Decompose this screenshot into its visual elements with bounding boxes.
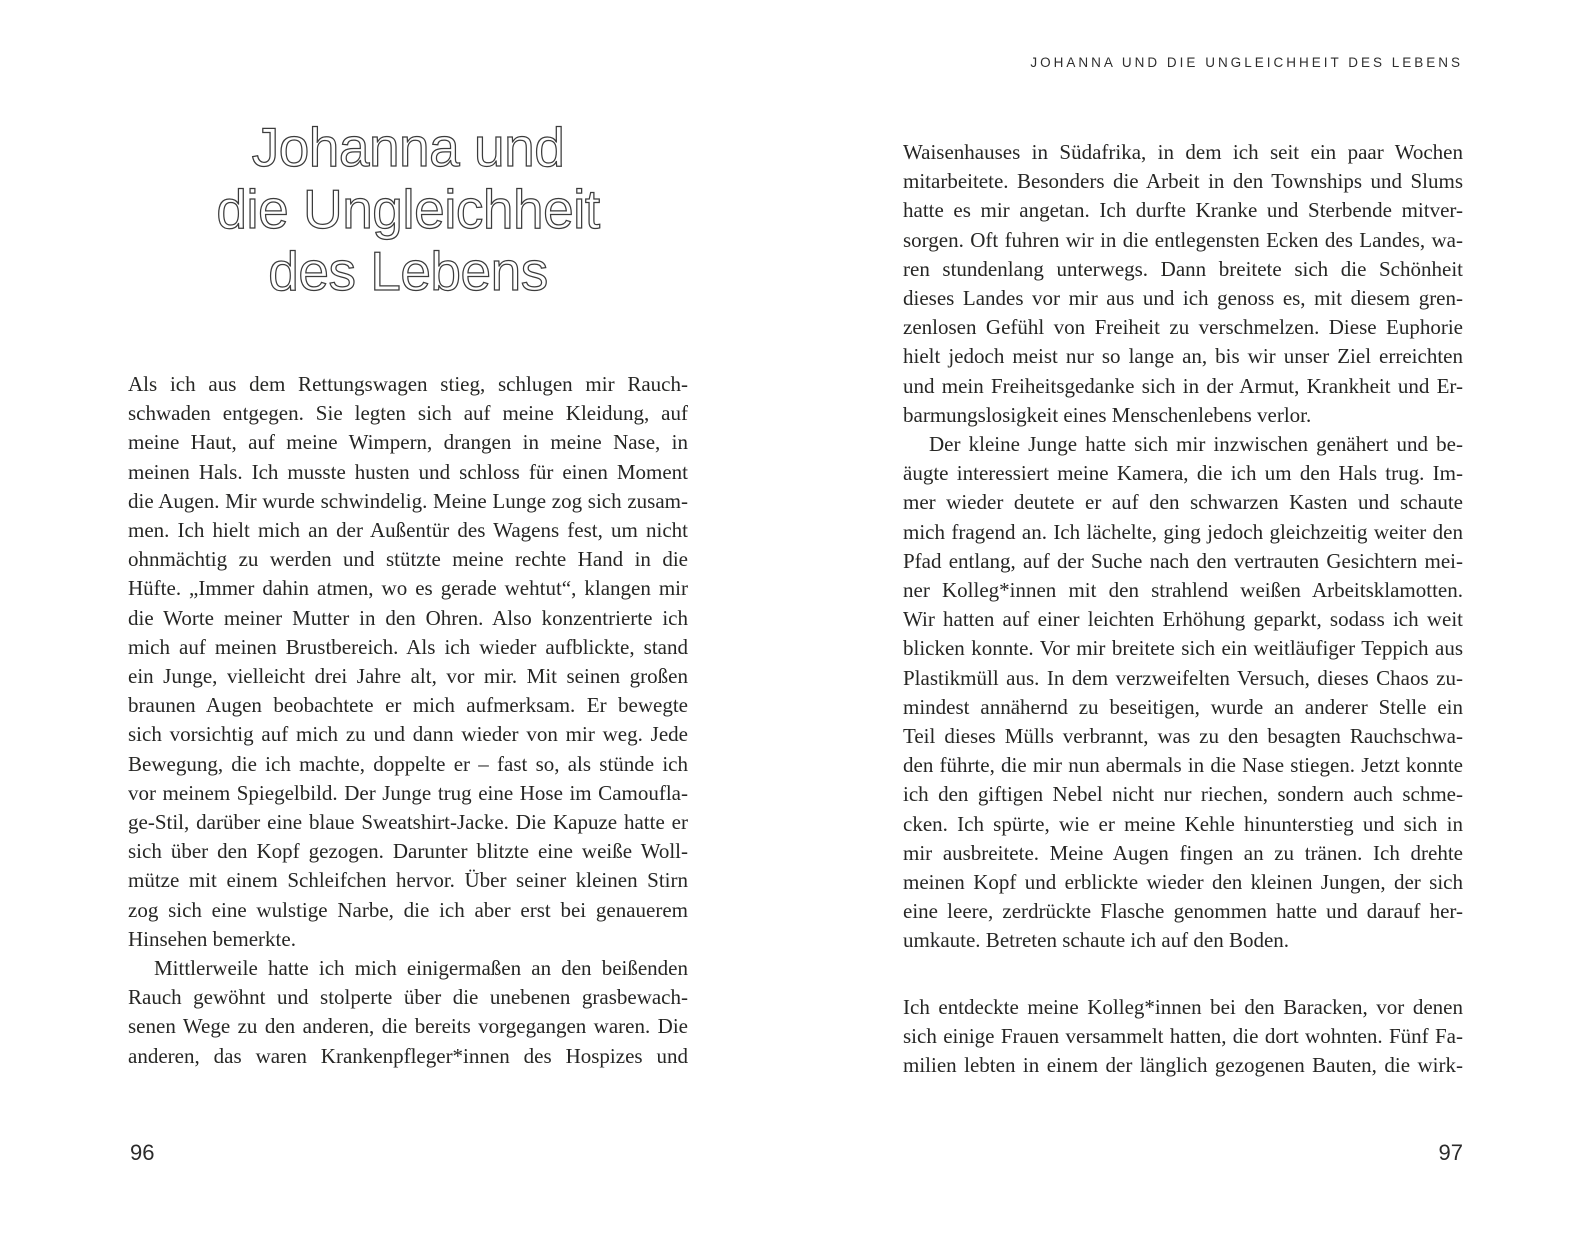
text-line: Als ich aus dem Rettungswagen stieg, schlugen mir Rauch- (128, 372, 688, 396)
text-line: ner Kolleg*innen mit den strahlend weißen Arbeitsklamotten. (903, 578, 1463, 603)
text-line: meinen Kopf und erblickte wieder den kleinen Jungen, der sich (903, 870, 1463, 895)
text-line: eine leere, zerdrückte Flasche genommen hatte und darauf her- (903, 899, 1463, 924)
text-line: Pfad entlang, auf der Suche nach den vertrauten Gesichtern mei- (903, 548, 1463, 573)
text-line: den führte, die mir nun abermals in die Nase stiegen. Jetzt konnte (903, 753, 1463, 778)
chapter-title (128, 116, 688, 302)
chapter-title-line-2: die Ungleichheit (216, 178, 600, 240)
text-line: Wir hatten auf einer leichten Erhöhung geparkt, sodass ich weit (903, 607, 1463, 632)
text-line: umkaute. Betreten schaute ich auf den Boden. (903, 928, 1290, 953)
right-page (903, 0, 1463, 1240)
text-line: cken. Ich spürte, wie er meine Kehle hinunterstieg und sich in (903, 811, 1463, 836)
page-number-right: 97 (1438, 1140, 1463, 1165)
paragraph (128, 370, 688, 954)
text-line: vor meinem Spiegelbild. Der Junge trug eine Hose im Camoufla- (128, 780, 688, 805)
text-line: meine Haut, auf meine Wimpern, drangen in meine Nase, in (128, 430, 688, 455)
text-line: Der kleine Junge hatte sich mir inzwischen genähert und be- (929, 432, 1463, 457)
text-line: zog sich eine wulstige Narbe, die ich aber erst bei genauerem (128, 897, 688, 922)
right-page-body (903, 138, 1463, 1080)
text-line: meinen Hals. Ich musste husten und schloss für einen Moment (128, 459, 688, 484)
text-line: schwaden entgegen. Sie legten sich auf meine Kleidung, auf (128, 401, 688, 426)
chapter-title-line-1: Johanna und (251, 116, 565, 178)
text-line: mindest annähernd zu beseitigen, wurde an anderer Stelle ein (903, 694, 1463, 719)
text-line: men. Ich hielt mich an der Außentür des Wagens fest, um nicht (128, 518, 688, 543)
text-line: Hüfte. „Immer dahin atmen, wo es gerade wehtut“, klangen mir (128, 576, 688, 601)
text-line: milien lebten in einem der länglich gezogenen Bauten, die wirk- (903, 1053, 1463, 1078)
chapter-title-line-3: des Lebens (268, 240, 548, 302)
running-header: JOHANNA UND DIE UNGLEICHHEIT DES LEBENS (1030, 55, 1463, 70)
text-line: hielt jedoch meist nur so lange an, bis wir unser Ziel erreichten (903, 344, 1463, 369)
text-line: sich einige Frauen versammelt hatten, die dort wohnten. Fünf Fa- (903, 1023, 1463, 1048)
page-number-left: 96 (130, 1140, 155, 1165)
text-line: Mittlerweile hatte ich mich einigermaßen an den beißenden (154, 956, 688, 981)
text-line: hatte es mir angetan. Ich durfte Kranke und Sterbende mitver- (903, 198, 1463, 223)
text-line: mich fragend an. Ich lächelte, ging jedoch gleichzeitig weiter den (903, 519, 1463, 544)
left-page-body (128, 370, 688, 1071)
paragraph (903, 430, 1463, 956)
text-line: mitarbeitete. Besonders die Arbeit in den Townships und Slums (903, 169, 1463, 194)
text-line: mütze mit einem Schleifchen hervor. Über seiner kleinen Stirn (128, 868, 688, 893)
text-line: Hinsehen bemerkte. (128, 926, 296, 951)
text-line: ren stundenlang unterwegs. Dann breitete sich die Schönheit (903, 256, 1463, 281)
paragraph (903, 138, 1463, 430)
text-line: barmungslosigkeit eines Menschenlebens verlor. (903, 402, 1312, 427)
paragraph (903, 993, 1463, 1081)
text-line: Plastikmüll aus. In dem verzweifelten Versuch, dieses Chaos zu- (903, 665, 1463, 690)
text-line: zenlosen Gefühl von Freiheit zu verschmelzen. Diese Euphorie (903, 315, 1463, 340)
text-line: mer wieder deutete er auf den schwarzen Kasten und schaute (903, 490, 1463, 515)
text-line: Teil dieses Mülls verbrannt, was zu den besagten Rauchschwa- (903, 724, 1463, 749)
text-line: äugte interessiert meine Kamera, die ich um den Hals trug. Im- (903, 461, 1463, 486)
text-line: mir ausbreitete. Meine Augen fingen an zu tränen. Ich drehte (903, 840, 1463, 865)
text-line: Ich entdeckte meine Kolleg*innen bei den Baracken, vor denen (903, 994, 1463, 1019)
text-line: blicken konnte. Vor mir breitete sich ein weitläufiger Teppich aus (903, 636, 1463, 661)
text-line: sich über den Kopf gezogen. Darunter blitzte eine weiße Woll- (128, 839, 688, 864)
text-line: Waisenhauses in Südafrika, in dem ich seit ein paar Wochen (903, 140, 1463, 164)
text-line: Rauch gewöhnt und stolperte über die unebenen grasbewach- (128, 985, 688, 1010)
text-line: die Worte meiner Mutter in den Ohren. Also konzentrierte ich (128, 605, 688, 630)
text-line: mich auf meinen Brustbereich. Als ich wieder aufblickte, stand (128, 634, 688, 659)
text-line: senen Wege zu den anderen, die bereits vorgegangen waren. Die (128, 1014, 688, 1039)
text-line: ohnmächtig zu werden und stützte meine rechte Hand in die (128, 547, 688, 572)
text-line: anderen, das waren Krankenpfleger*innen des Hospizes und (128, 1043, 688, 1068)
text-line: ich den giftigen Nebel nicht nur riechen, sondern auch schme- (903, 782, 1463, 807)
text-line: und mein Freiheitsgedanke sich in der Armut, Krankheit und Er- (903, 373, 1463, 398)
text-line: ge-Stil, darüber eine blaue Sweatshirt-Jacke. Die Kapuze hatte er (128, 810, 688, 835)
text-line: die Augen. Mir wurde schwindelig. Meine Lunge zog sich zusam- (128, 488, 688, 513)
text-line: ein Junge, vielleicht drei Jahre alt, vor mir. Mit seinen großen (128, 664, 688, 689)
text-line: braunen Augen beobachtete er mich aufmerksam. Er bewegte (128, 693, 688, 718)
text-line: Bewegung, die ich machte, doppelte er – fast so, als stünde ich (128, 751, 688, 776)
text-line: sorgen. Oft fuhren wir in die entlegensten Ecken des Landes, wa- (903, 227, 1463, 252)
paragraph (128, 954, 688, 1071)
text-line: sich vorsichtig auf mich zu und dann wieder von mir weg. Jede (128, 722, 688, 747)
text-line: dieses Landes vor mir aus und ich genoss es, mit diesem gren- (903, 286, 1463, 311)
left-page (128, 0, 688, 1240)
